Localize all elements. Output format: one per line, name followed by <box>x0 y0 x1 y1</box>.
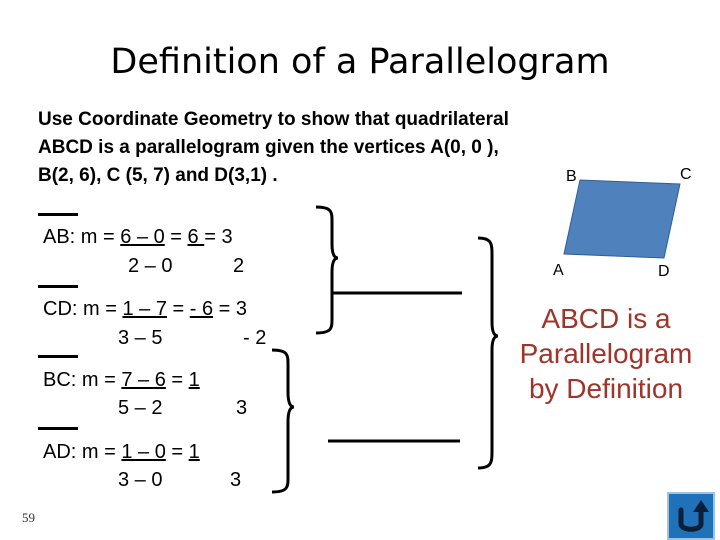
slope-cd-mid: = <box>166 298 190 320</box>
slope-bc-denominator-2: 3 <box>236 397 248 419</box>
conclusion-line-2: Parallelogram <box>519 338 693 369</box>
slope-bc-numerator-2: 1 <box>188 369 200 391</box>
brace-bc-ad <box>272 350 294 492</box>
slope-cd-denominator-2: - 2 <box>243 327 267 349</box>
slope-ad-mid: = <box>165 441 189 463</box>
slide-title: Definition of a Parallelogram <box>110 42 610 82</box>
slope-cd-result: = 3 <box>213 298 247 320</box>
slope-cd-lead: CD: m = <box>43 298 123 320</box>
vertex-label-b: B <box>566 168 577 185</box>
slope-ad-lead: AD: m = <box>43 441 122 463</box>
slope-ad-denominator-2: 3 <box>230 469 242 491</box>
slope-ab-numerator-2: 6 <box>187 226 205 248</box>
slope-cd-numerator: 1 – 7 <box>122 298 167 320</box>
conclusion-text <box>498 301 714 406</box>
u-turn-arrow-icon <box>669 494 713 538</box>
slope-ab-lead: AB: m = <box>43 226 121 248</box>
slope-ab-numerator: 6 – 0 <box>120 226 165 248</box>
slope-ab-result: = 3 <box>204 226 233 248</box>
slope-ab-mid: = <box>164 226 188 248</box>
slope-bc-mid: = <box>165 369 189 391</box>
slope-ad-numerator-2: 1 <box>188 441 200 463</box>
prompt-line-1: Use Coordinate Geometry to show that quadrilateral <box>38 109 509 130</box>
slope-bc-lead: BC: m = <box>43 369 122 391</box>
brace-conclusion <box>478 238 498 468</box>
slope-cd-denominator: 3 – 5 <box>118 327 163 349</box>
vertex-label-a: A <box>553 262 564 279</box>
vertex-label-d: D <box>658 263 670 280</box>
prompt-line-3: B(2, 6), C (5, 7) and D(3,1) . <box>38 165 278 186</box>
vertex-label-c: C <box>680 166 692 183</box>
home-button[interactable] <box>667 492 715 540</box>
parallelogram-shape <box>564 180 680 258</box>
slope-cd-numerator-2: - 6 <box>189 298 214 320</box>
slope-ad-numerator: 1 – 0 <box>121 441 166 463</box>
slope-bc-denominator: 5 – 2 <box>118 397 163 419</box>
conclusion-line-1: ABCD is a <box>541 303 671 334</box>
brace-ab-cd <box>316 207 338 333</box>
slope-ab-denominator: 2 – 0 <box>128 255 173 277</box>
slide-number: 59 <box>22 510 35 525</box>
slope-bc-numerator: 7 – 6 <box>121 369 166 391</box>
conclusion-line-3: by Definition <box>528 373 684 404</box>
slope-ad-denominator: 3 – 0 <box>118 469 163 491</box>
prompt-line-2: ABCD is a parallelogram given the vertices A(0, 0 ), <box>38 137 499 158</box>
slope-ab-denominator-2: 2 <box>233 255 245 277</box>
